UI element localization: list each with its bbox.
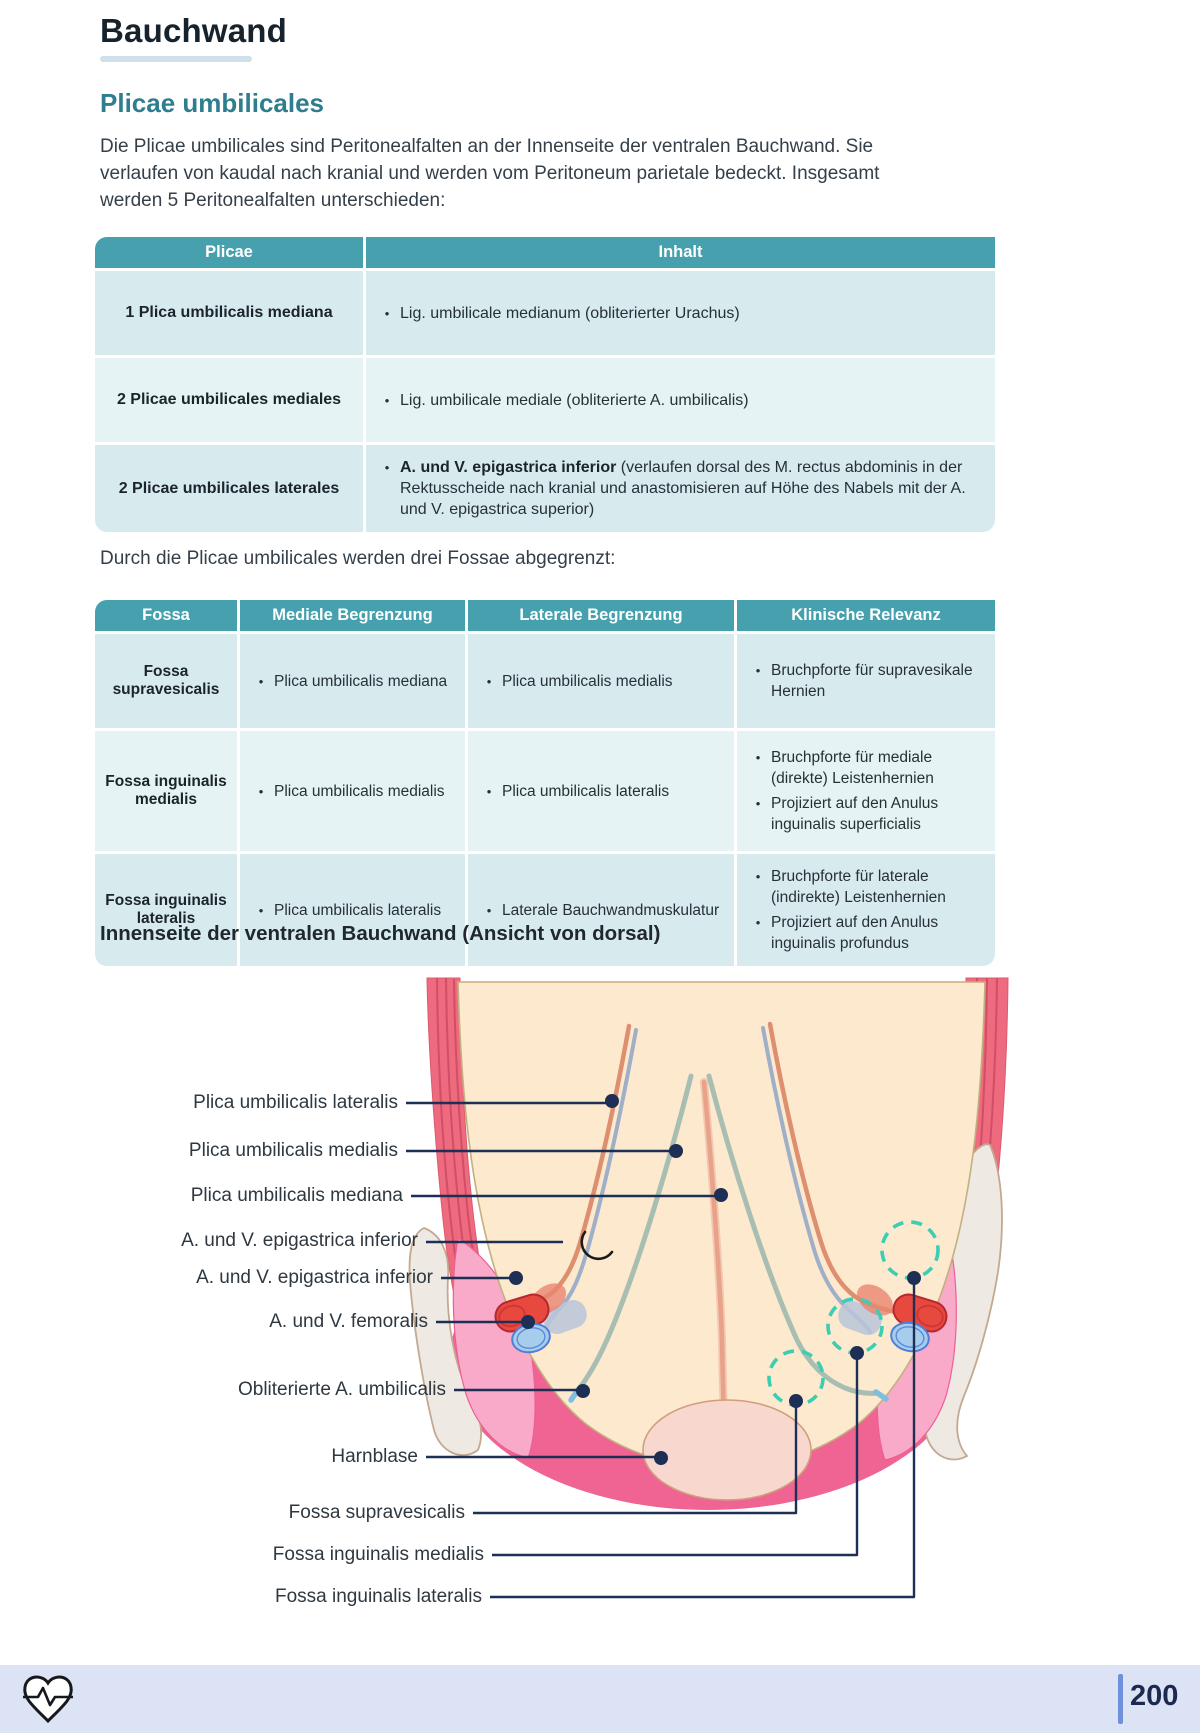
label-plica-mediana: Plica umbilicalis mediana — [190, 1185, 403, 1206]
bullet-text: Projiziert auf den Anulus inguinalis profundus — [771, 914, 939, 952]
fossa-name: Fossa supravesicalis — [95, 634, 237, 728]
fossa-name: Fossa inguinalis medialis — [95, 731, 237, 851]
bullet-text: Bruchpforte für laterale (indirekte) Leistenhernien — [771, 868, 946, 906]
fossa-medial — [240, 634, 465, 728]
page-number: 200 — [1130, 1680, 1179, 1712]
label-femoralis: A. und V. femoralis — [269, 1311, 428, 1332]
table-row-content — [366, 271, 995, 355]
footer-bar — [0, 1665, 1200, 1733]
bullet-dot: • — [755, 869, 761, 884]
bullet-text: Projiziert auf den Anulus inguinalis superficialis — [771, 795, 939, 833]
bullet-text: Plica umbilicalis lateralis — [502, 782, 670, 800]
bullet-text: Bruchpforte für mediale (direkte) Leistenhernien — [771, 749, 934, 787]
page-number-accent-bar — [1118, 1674, 1123, 1724]
fossae-header-relevanz: Klinische Relevanz — [737, 600, 995, 631]
fossa-lateral — [468, 731, 734, 851]
bullet-text: Laterale Bauchwandmuskulatur — [502, 901, 720, 919]
bullet-text: Plica umbilicalis lateralis — [274, 901, 442, 919]
content-bold: A. und V. epigastrica inferior — [400, 459, 617, 476]
fossa-medial — [240, 731, 465, 851]
bullet-dot: • — [486, 673, 492, 689]
fossae-intro-paragraph: Durch die Plicae umbilicales werden drei Fossae abgegrenzt: — [100, 548, 616, 569]
bullet-dot: • — [258, 783, 264, 799]
plicae-table-header-inhalt: Inhalt — [366, 237, 995, 268]
fossae-header-lateral: Laterale Begrenzung — [468, 600, 734, 631]
label-plica-medialis: Plica umbilicalis medialis — [188, 1140, 398, 1161]
bullet-dot: • — [755, 750, 761, 765]
abdominal-wall-diagram — [380, 930, 1020, 1515]
bullet-text: Plica umbilicalis medialis — [274, 782, 445, 800]
bullet-dot: • — [755, 796, 761, 811]
heart-ekg-icon — [20, 1673, 76, 1725]
bullet-text: Plica umbilicalis mediana — [274, 672, 448, 690]
bullet-dot: • — [755, 663, 761, 678]
bladder-shape — [643, 1400, 811, 1500]
bullet-dot: • — [755, 915, 761, 930]
bullet-dot: • — [258, 673, 264, 689]
intro-paragraph: Die Plicae umbilicales sind Peritonealfalten an der Innenseite der ventralen Bauchwand. Sie verlaufen von kaudal nach kranial und werden vom Peritoneum parietale bedeckt. Insgesamt werden 5 Peritonealfalten unterschieden: — [100, 136, 880, 211]
fossa-name: Fossa inguinalis lateralis — [95, 854, 237, 966]
table-row-content — [366, 445, 995, 532]
label-epigastrica-inferior-1: A. und V. epigastrica inferior — [181, 1230, 418, 1251]
bullet-dot: • — [384, 460, 390, 475]
page-title: Bauchwand — [100, 12, 287, 49]
label-fossa-inguinalis-lateralis: Fossa inguinalis lateralis — [275, 1586, 482, 1607]
fossa-relevanz — [737, 634, 995, 728]
label-fossa-supravesicalis: Fossa supravesicalis — [288, 1502, 465, 1523]
section-heading: Plicae umbilicales — [100, 88, 325, 118]
table-row-name: 2 Plicae umbilicales laterales — [95, 445, 363, 532]
bullet-dot: • — [486, 783, 492, 799]
bullet-dot: • — [486, 902, 492, 918]
table-row-name: 1 Plica umbilicalis mediana — [95, 271, 363, 355]
content-text: (verlaufen dorsal des M. rectus abdominis in der Rektusscheide nach kranial und anastomisieren auf Höhe des Nabels mit der A. und V. epigastrica superior) — [400, 459, 966, 518]
plicae-table-header-plicae: Plicae — [95, 237, 363, 268]
label-fossa-inguinalis-medialis: Fossa inguinalis medialis — [272, 1544, 484, 1565]
content-text: Lig. umbilicale mediale (obliterierte A. umbilicalis) — [400, 391, 749, 409]
fossa-relevanz — [737, 731, 995, 851]
bullet-dot: • — [384, 305, 390, 321]
bullet-dot: • — [384, 392, 390, 408]
table-row-name: 2 Plicae umbilicales mediales — [95, 358, 363, 442]
diagram-heading: Innenseite der ventralen Bauchwand (Ansicht von dorsal) — [100, 922, 661, 945]
bullet-text: Plica umbilicalis medialis — [502, 672, 673, 690]
label-obliterierte-umbilicalis: Obliterierte A. umbilicalis — [237, 1379, 446, 1400]
bullet-text: Bruchpforte für supravesikale Hernien — [771, 662, 973, 700]
content-text: Lig. umbilicale medianum (obliterierter Urachus) — [400, 304, 740, 322]
table-row-content — [366, 358, 995, 442]
bullet-dot: • — [258, 902, 264, 918]
fossae-table — [95, 600, 995, 966]
label-harnblase: Harnblase — [331, 1446, 418, 1467]
label-plica-lateralis: Plica umbilicalis lateralis — [193, 1092, 398, 1113]
plicae-table — [95, 237, 995, 532]
title-underline — [100, 56, 252, 62]
fossae-header-fossa: Fossa — [95, 600, 237, 631]
label-epigastrica-inferior-2: A. und V. epigastrica inferior — [196, 1267, 433, 1288]
fossae-header-medial: Mediale Begrenzung — [240, 600, 465, 631]
fossa-lateral — [468, 634, 734, 728]
